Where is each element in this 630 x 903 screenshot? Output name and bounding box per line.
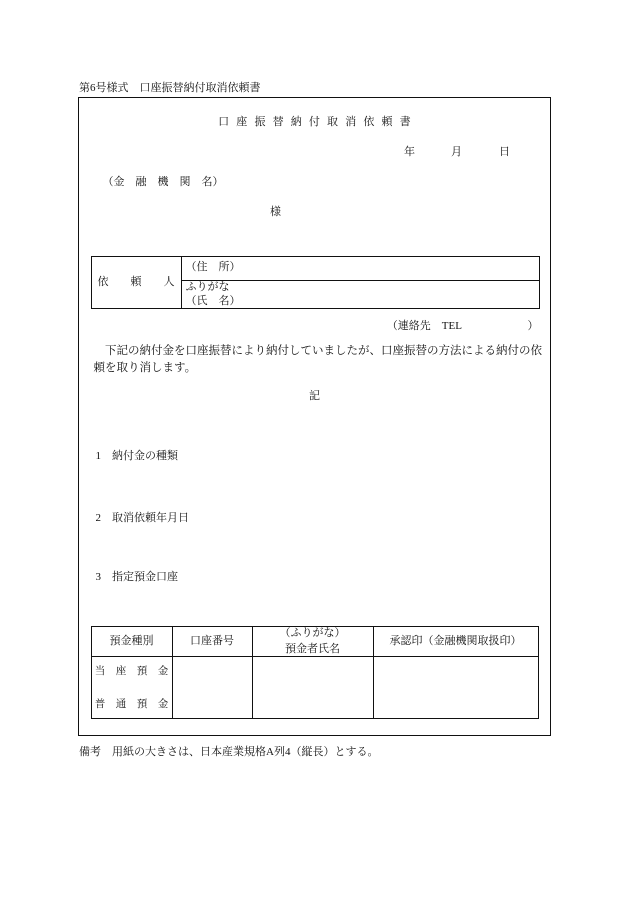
form-title: 口 座 振 替 納 付 取 消 依 頼 書 xyxy=(218,115,413,128)
honorific-sama: 様 xyxy=(270,205,281,218)
account-table xyxy=(91,626,539,719)
header-account-number xyxy=(173,627,253,657)
item-cancel-date: 2 取消依頼年月日 xyxy=(95,511,189,524)
name-label: （氏 名） xyxy=(185,294,241,307)
form-frame xyxy=(78,97,551,736)
header-holder-name xyxy=(253,627,374,657)
financial-institution-label: （金 融 機 関 名） xyxy=(102,175,224,188)
furigana-label: ふりがな xyxy=(185,280,230,293)
address-label: （住 所） xyxy=(185,260,241,273)
contact-tel-label: （連絡先 TEL ） xyxy=(386,319,539,332)
date-year-label: 年 xyxy=(404,145,415,158)
header-approval-seal xyxy=(374,627,538,657)
requester-label-cell xyxy=(92,257,182,308)
header-account-number-label: 口座番号 xyxy=(190,635,234,647)
date-day-label: 日 xyxy=(499,145,510,158)
deposit-type-current: 当 座 預 金 xyxy=(94,665,169,677)
deposit-type-ordinary: 普 通 預 金 xyxy=(94,698,169,710)
form-number: 第6号様式 口座振替納付取消依頼書 xyxy=(79,82,261,94)
requester-label: 依 頼 人 xyxy=(97,276,175,288)
ki-heading: 記 xyxy=(309,389,320,402)
address-row xyxy=(182,257,539,281)
header-deposit-type-label: 預金種別 xyxy=(109,635,154,647)
account-number-cell xyxy=(173,657,253,718)
requester-table xyxy=(91,256,540,309)
deposit-type-cell xyxy=(92,657,173,718)
footnote: 備考 用紙の大きさは、日本産業規格A列4（縦長）とする。 xyxy=(79,746,379,758)
item-payment-type: 1 納付金の種類 xyxy=(95,449,178,462)
date-month-label: 月 xyxy=(451,145,462,158)
approval-seal-cell xyxy=(374,657,538,718)
item-designated-account: 3 指定預金口座 xyxy=(95,570,178,583)
header-deposit-type xyxy=(92,627,173,657)
header-furigana-label: （ふりがな） xyxy=(279,627,346,639)
request-body-text: 下記の納付金を口座振替により納付していましたが、口座振替の方法による納付の依頼を取り消します。 xyxy=(93,345,542,374)
name-row xyxy=(182,281,539,308)
holder-name-cell xyxy=(253,657,374,718)
header-holder-name-label: 預金者氏名 xyxy=(285,643,340,655)
header-approval-seal-label: 承認印（金融機関取扱印） xyxy=(389,635,522,647)
